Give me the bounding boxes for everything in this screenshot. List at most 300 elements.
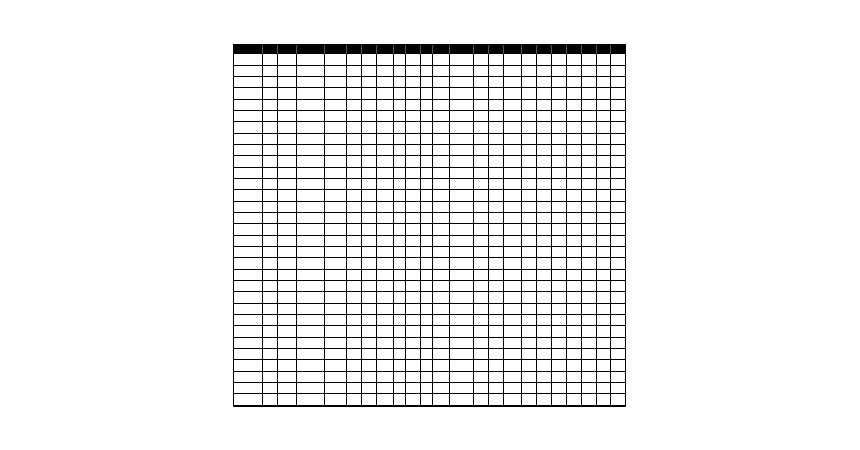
table-cell	[551, 315, 566, 326]
table-cell	[521, 122, 536, 133]
table-cell	[406, 213, 421, 224]
table-cell	[474, 190, 489, 201]
table-cell	[234, 167, 262, 178]
table-cell	[504, 303, 521, 314]
table-cell	[597, 65, 611, 76]
table-cell	[474, 201, 489, 212]
table-cell	[474, 145, 489, 156]
table-cell	[346, 281, 361, 292]
table-cell	[361, 88, 376, 99]
table-cell	[394, 303, 406, 314]
table-cell	[361, 349, 376, 360]
table-cell	[551, 258, 566, 269]
table-cell	[551, 201, 566, 212]
table-cell	[489, 156, 504, 167]
table-cell	[582, 54, 597, 65]
table-row	[234, 326, 625, 337]
table-cell	[297, 213, 325, 224]
table-cell	[450, 65, 474, 76]
table-cell	[406, 315, 421, 326]
table-cell	[551, 179, 566, 190]
table-cell	[325, 303, 347, 314]
table-row	[234, 337, 625, 348]
table-cell	[297, 235, 325, 246]
table-row	[234, 99, 625, 110]
table-cell	[421, 394, 433, 406]
table-cell	[551, 77, 566, 88]
table-cell	[582, 122, 597, 133]
table-cell	[597, 156, 611, 167]
table-cell	[521, 145, 536, 156]
table-cell	[433, 77, 450, 88]
table-cell	[551, 99, 566, 110]
table-cell	[406, 77, 421, 88]
table-cell	[421, 133, 433, 144]
table-cell	[611, 213, 625, 224]
table-cell	[536, 54, 551, 65]
table-cell	[421, 145, 433, 156]
table-cell	[325, 111, 347, 122]
table-cell	[421, 235, 433, 246]
table-cell	[567, 315, 582, 326]
table-cell	[536, 111, 551, 122]
table-cell	[406, 371, 421, 382]
table-cell	[394, 224, 406, 235]
table-cell	[262, 167, 277, 178]
table-cell	[277, 65, 296, 76]
table-cell	[297, 111, 325, 122]
table-cell	[597, 179, 611, 190]
table-cell	[361, 235, 376, 246]
table-cell	[377, 111, 394, 122]
table-cell	[551, 383, 566, 394]
table-cell	[406, 201, 421, 212]
table-cell	[421, 111, 433, 122]
table-cell	[489, 281, 504, 292]
table-cell	[611, 303, 625, 314]
table-cell	[297, 281, 325, 292]
table-cell	[421, 99, 433, 110]
table-cell	[277, 360, 296, 371]
table-cell	[406, 111, 421, 122]
table-cell	[521, 88, 536, 99]
table-cell	[521, 360, 536, 371]
table-cell	[406, 337, 421, 348]
table-cell	[433, 122, 450, 133]
table-cell	[433, 303, 450, 314]
column-header	[567, 45, 582, 54]
table-cell	[489, 360, 504, 371]
table-cell	[597, 303, 611, 314]
table-cell	[597, 281, 611, 292]
table-cell	[394, 292, 406, 303]
table-cell	[297, 99, 325, 110]
column-header	[597, 45, 611, 54]
table-cell	[611, 315, 625, 326]
table-cell	[536, 213, 551, 224]
table-cell	[474, 326, 489, 337]
table-cell	[433, 360, 450, 371]
table-cell	[277, 326, 296, 337]
table-cell	[521, 179, 536, 190]
table-cell	[521, 292, 536, 303]
table-cell	[234, 360, 262, 371]
table-cell	[504, 65, 521, 76]
table-cell	[406, 167, 421, 178]
table-cell	[536, 145, 551, 156]
table-cell	[377, 167, 394, 178]
table-cell	[346, 179, 361, 190]
table-cell	[597, 337, 611, 348]
table-cell	[521, 349, 536, 360]
table-cell	[474, 371, 489, 382]
table-cell	[521, 281, 536, 292]
table-row	[234, 224, 625, 235]
table-row	[234, 190, 625, 201]
table-cell	[474, 54, 489, 65]
table-cell	[394, 383, 406, 394]
table-cell	[346, 213, 361, 224]
table-cell	[582, 281, 597, 292]
table-cell	[433, 54, 450, 65]
table-cell	[504, 247, 521, 258]
table-cell	[597, 360, 611, 371]
table-cell	[262, 224, 277, 235]
table-cell	[611, 156, 625, 167]
table-cell	[504, 383, 521, 394]
table-cell	[277, 247, 296, 258]
table-cell	[277, 133, 296, 144]
table-row	[234, 235, 625, 246]
table-cell	[325, 235, 347, 246]
table-cell	[346, 190, 361, 201]
column-header	[234, 45, 262, 54]
table-cell	[421, 54, 433, 65]
table-cell	[234, 383, 262, 394]
table-cell	[582, 156, 597, 167]
table-cell	[536, 349, 551, 360]
table-cell	[377, 337, 394, 348]
table-cell	[262, 54, 277, 65]
table-cell	[325, 213, 347, 224]
table-cell	[489, 224, 504, 235]
column-header	[504, 45, 521, 54]
table-cell	[536, 122, 551, 133]
table-cell	[234, 145, 262, 156]
table-cell	[234, 269, 262, 280]
table-cell	[489, 326, 504, 337]
table-cell	[262, 315, 277, 326]
table-cell	[450, 383, 474, 394]
table-cell	[597, 54, 611, 65]
table-cell	[262, 292, 277, 303]
table-cell	[521, 326, 536, 337]
table-row	[234, 247, 625, 258]
table-cell	[450, 54, 474, 65]
table-cell	[394, 190, 406, 201]
table-cell	[567, 167, 582, 178]
table-cell	[433, 269, 450, 280]
table-cell	[474, 133, 489, 144]
table-cell	[551, 145, 566, 156]
table-cell	[474, 88, 489, 99]
table-cell	[361, 247, 376, 258]
table-cell	[234, 122, 262, 133]
table-cell	[433, 224, 450, 235]
table-cell	[536, 383, 551, 394]
table-cell	[377, 133, 394, 144]
table-cell	[551, 337, 566, 348]
table-cell	[551, 371, 566, 382]
table-cell	[536, 88, 551, 99]
table-cell	[394, 337, 406, 348]
table-cell	[421, 303, 433, 314]
table-cell	[277, 349, 296, 360]
table-cell	[406, 133, 421, 144]
table-cell	[551, 292, 566, 303]
table-cell	[450, 190, 474, 201]
table-cell	[421, 156, 433, 167]
table-cell	[582, 247, 597, 258]
table-cell	[474, 383, 489, 394]
table-cell	[551, 54, 566, 65]
table-cell	[536, 65, 551, 76]
table-cell	[504, 122, 521, 133]
table-cell	[262, 281, 277, 292]
table-cell	[421, 326, 433, 337]
table-cell	[361, 190, 376, 201]
table-cell	[489, 111, 504, 122]
table-cell	[377, 269, 394, 280]
table-cell	[297, 65, 325, 76]
table-cell	[377, 145, 394, 156]
table-cell	[277, 258, 296, 269]
table-cell	[377, 349, 394, 360]
table-cell	[567, 190, 582, 201]
table-cell	[277, 111, 296, 122]
table-cell	[297, 258, 325, 269]
table-cell	[536, 190, 551, 201]
table-cell	[551, 360, 566, 371]
table-cell	[567, 224, 582, 235]
table-cell	[325, 315, 347, 326]
table-cell	[297, 133, 325, 144]
table-cell	[474, 179, 489, 190]
table-cell	[567, 269, 582, 280]
table-cell	[421, 201, 433, 212]
table-cell	[597, 99, 611, 110]
table-cell	[597, 394, 611, 406]
table-header-row	[234, 45, 625, 54]
table-cell	[377, 213, 394, 224]
table-cell	[489, 190, 504, 201]
table-cell	[567, 88, 582, 99]
table-cell	[504, 190, 521, 201]
table-cell	[489, 179, 504, 190]
table-cell	[597, 201, 611, 212]
table-cell	[325, 258, 347, 269]
column-header	[421, 45, 433, 54]
table-cell	[421, 383, 433, 394]
table-cell	[377, 247, 394, 258]
table-cell	[277, 337, 296, 348]
table-cell	[277, 371, 296, 382]
table-cell	[504, 99, 521, 110]
table-cell	[474, 247, 489, 258]
column-header	[346, 45, 361, 54]
table-cell	[582, 133, 597, 144]
table-cell	[421, 77, 433, 88]
table-cell	[277, 281, 296, 292]
table-cell	[346, 326, 361, 337]
table-cell	[325, 337, 347, 348]
table-cell	[394, 145, 406, 156]
table-cell	[611, 77, 625, 88]
table-cell	[567, 281, 582, 292]
table-cell	[521, 371, 536, 382]
table-cell	[377, 360, 394, 371]
table-cell	[582, 77, 597, 88]
table-cell	[346, 383, 361, 394]
table-cell	[474, 349, 489, 360]
table-cell	[277, 224, 296, 235]
table-cell	[474, 65, 489, 76]
table-cell	[582, 360, 597, 371]
table-cell	[536, 371, 551, 382]
table-cell	[394, 360, 406, 371]
table-cell	[361, 145, 376, 156]
table-cell	[421, 281, 433, 292]
table-cell	[361, 179, 376, 190]
data-table	[234, 45, 625, 406]
table-cell	[611, 54, 625, 65]
table-cell	[325, 54, 347, 65]
table-cell	[421, 315, 433, 326]
table-cell	[361, 337, 376, 348]
table-cell	[262, 156, 277, 167]
table-cell	[611, 337, 625, 348]
table-cell	[474, 337, 489, 348]
table-cell	[262, 88, 277, 99]
table-cell	[567, 360, 582, 371]
table-cell	[433, 371, 450, 382]
table-cell	[377, 371, 394, 382]
table-cell	[521, 315, 536, 326]
table-cell	[234, 65, 262, 76]
table-cell	[450, 156, 474, 167]
table-cell	[377, 326, 394, 337]
table-cell	[406, 281, 421, 292]
table-cell	[234, 337, 262, 348]
table-cell	[394, 88, 406, 99]
table-cell	[597, 111, 611, 122]
table-cell	[450, 326, 474, 337]
table-cell	[474, 315, 489, 326]
table-cell	[450, 213, 474, 224]
column-header	[551, 45, 566, 54]
table-cell	[406, 224, 421, 235]
table-cell	[325, 247, 347, 258]
table-cell	[582, 235, 597, 246]
table-cell	[551, 190, 566, 201]
column-header	[582, 45, 597, 54]
table-cell	[262, 213, 277, 224]
table-cell	[277, 77, 296, 88]
table-cell	[597, 133, 611, 144]
table-cell	[394, 371, 406, 382]
table-cell	[597, 88, 611, 99]
table-cell	[361, 281, 376, 292]
column-header	[521, 45, 536, 54]
table-cell	[474, 167, 489, 178]
table-cell	[474, 111, 489, 122]
table-cell	[611, 326, 625, 337]
table-cell	[567, 99, 582, 110]
table-cell	[346, 315, 361, 326]
table-cell	[406, 258, 421, 269]
table-cell	[433, 394, 450, 406]
table-cell	[361, 224, 376, 235]
table-cell	[234, 258, 262, 269]
table-cell	[521, 303, 536, 314]
table-cell	[597, 315, 611, 326]
table-cell	[234, 156, 262, 167]
table-cell	[234, 394, 262, 406]
table-cell	[377, 122, 394, 133]
table-cell	[474, 122, 489, 133]
table-cell	[325, 179, 347, 190]
table-cell	[377, 190, 394, 201]
table-cell	[234, 303, 262, 314]
table-cell	[234, 77, 262, 88]
table-cell	[421, 349, 433, 360]
table-cell	[450, 133, 474, 144]
column-header	[536, 45, 551, 54]
table-cell	[504, 167, 521, 178]
table-cell	[489, 258, 504, 269]
table-cell	[346, 360, 361, 371]
column-header	[611, 45, 625, 54]
table-cell	[521, 235, 536, 246]
table-cell	[504, 111, 521, 122]
table-cell	[325, 394, 347, 406]
table-cell	[421, 179, 433, 190]
table-cell	[325, 292, 347, 303]
table-cell	[582, 383, 597, 394]
table-cell	[582, 201, 597, 212]
table-cell	[361, 371, 376, 382]
table-cell	[297, 315, 325, 326]
table-cell	[325, 77, 347, 88]
table-cell	[536, 269, 551, 280]
table-cell	[611, 281, 625, 292]
table-cell	[504, 88, 521, 99]
table-cell	[536, 258, 551, 269]
table-cell	[582, 224, 597, 235]
table-cell	[262, 360, 277, 371]
table-cell	[489, 394, 504, 406]
table-cell	[551, 213, 566, 224]
table-cell	[406, 54, 421, 65]
table-cell	[433, 99, 450, 110]
table-cell	[277, 201, 296, 212]
table-cell	[582, 145, 597, 156]
table-cell	[421, 292, 433, 303]
table-cell	[234, 349, 262, 360]
table-cell	[567, 326, 582, 337]
table-cell	[421, 224, 433, 235]
table-cell	[361, 360, 376, 371]
